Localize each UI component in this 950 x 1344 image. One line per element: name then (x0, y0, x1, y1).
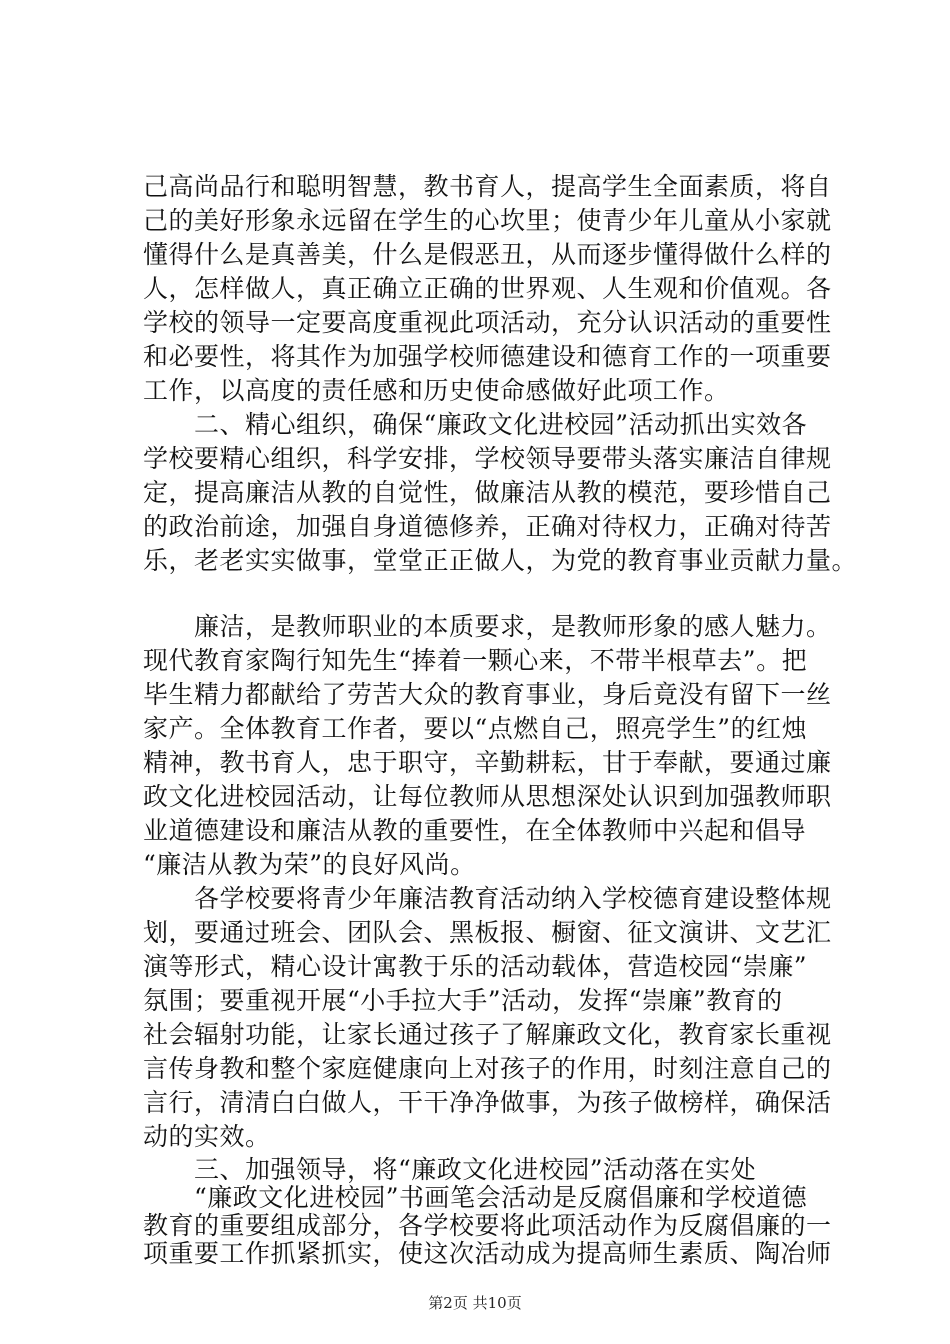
text-line: 人，怎样做人，真正确立正确的世界观、人生观和价值观。各 (143, 274, 832, 303)
text-line: 现代教育家陶行知先生“捧着一颗心来，不带半根草去”。把 (143, 646, 808, 675)
text-line: 和必要性，将其作为加强学校师德建设和德育工作的一项重要 (143, 342, 832, 371)
text-line: “廉政文化进校园”书画笔会活动是反腐倡廉和学校道德 (143, 1183, 808, 1212)
section-heading: 三、加强领导，将“廉政文化进校园”活动落在实处 (143, 1155, 757, 1184)
text-line: 精神，教书育人，忠于职守，辛勤耕耘，甘于奉献，要通过廉 (143, 748, 832, 777)
text-line: 廉洁，是教师职业的本质要求，是教师形象的感人魅力。 (143, 612, 832, 641)
text-line: 家产。全体教育工作者，要以“点燃自己，照亮学生”的红烛 (143, 714, 808, 743)
text-line: 毕生精力都献给了劳苦大众的教育事业，身后竟没有留下一丝 (143, 680, 832, 709)
text-line: 演等形式，精心设计寓教于乐的活动载体，营造校园“崇廉” (143, 952, 808, 981)
text-line: 动的实效。 (143, 1122, 271, 1151)
text-line: 的政治前途，加强自身道德修养，正确对待权力，正确对待苦 (143, 512, 832, 541)
text-line: 政文化进校园活动，让每位教师从思想深处认识到加强教师职 (143, 782, 832, 811)
text-line: 懂得什么是真善美，什么是假恶丑，从而逐步懂得做什么样的 (143, 240, 832, 269)
text-line: 己高尚品行和聪明智慧，教书育人，提高学生全面素质，将自 (143, 172, 832, 201)
page-footer: 第2页 共10页 (428, 1294, 522, 1312)
text-line: 言行，清清白白做人，干干净净做事，为孩子做榜样，确保活 (143, 1088, 832, 1117)
text-line: 教育的重要组成部分，各学校要将此项活动作为反腐倡廉的一 (143, 1211, 832, 1240)
section-heading: 二、精心组织，确保“廉政文化进校园”活动抓出实效各 (143, 410, 808, 439)
text-line: “廉洁从教为荣”的良好风尚。 (143, 850, 476, 879)
text-line: 业道德建设和廉洁从教的重要性，在全体教师中兴起和倡导 (143, 816, 807, 845)
text-line: 定，提高廉洁从教的自觉性，做廉洁从教的模范，要珍惜自己 (143, 478, 832, 507)
text-line: 项重要工作抓紧抓实，使这次活动成为提高师生素质、陶冶师 (143, 1239, 832, 1268)
text-line: 学校的领导一定要高度重视此项活动，充分认识活动的重要性 (143, 308, 832, 337)
text-line: 学校要精心组织，科学安排，学校领导要带头落实廉洁自律规 (143, 444, 832, 473)
text-line: 言传身教和整个家庭健康向上对孩子的作用，时刻注意自己的 (143, 1054, 832, 1083)
text-line: 氛围；要重视开展“小手拉大手”活动，发挥“崇廉”教育的 (143, 986, 783, 1015)
text-line: 工作，以高度的责任感和历史使命感做好此项工作。 (143, 376, 730, 405)
text-line: 各学校要将青少年廉洁教育活动纳入学校德育建设整体规 (143, 884, 832, 913)
text-line: 社会辐射功能，让家长通过孩子了解廉政文化，教育家长重视 (143, 1020, 832, 1049)
text-line: 划，要通过班会、团队会、黑板报、橱窗、征文演讲、文艺汇 (143, 918, 832, 947)
text-line: 乐，老老实实做事，堂堂正正做人，为党的教育事业贡献力量。 (143, 546, 858, 575)
text-line: 己的美好形象永远留在学生的心坎里；使青少年儿童从小家就 (143, 206, 832, 235)
